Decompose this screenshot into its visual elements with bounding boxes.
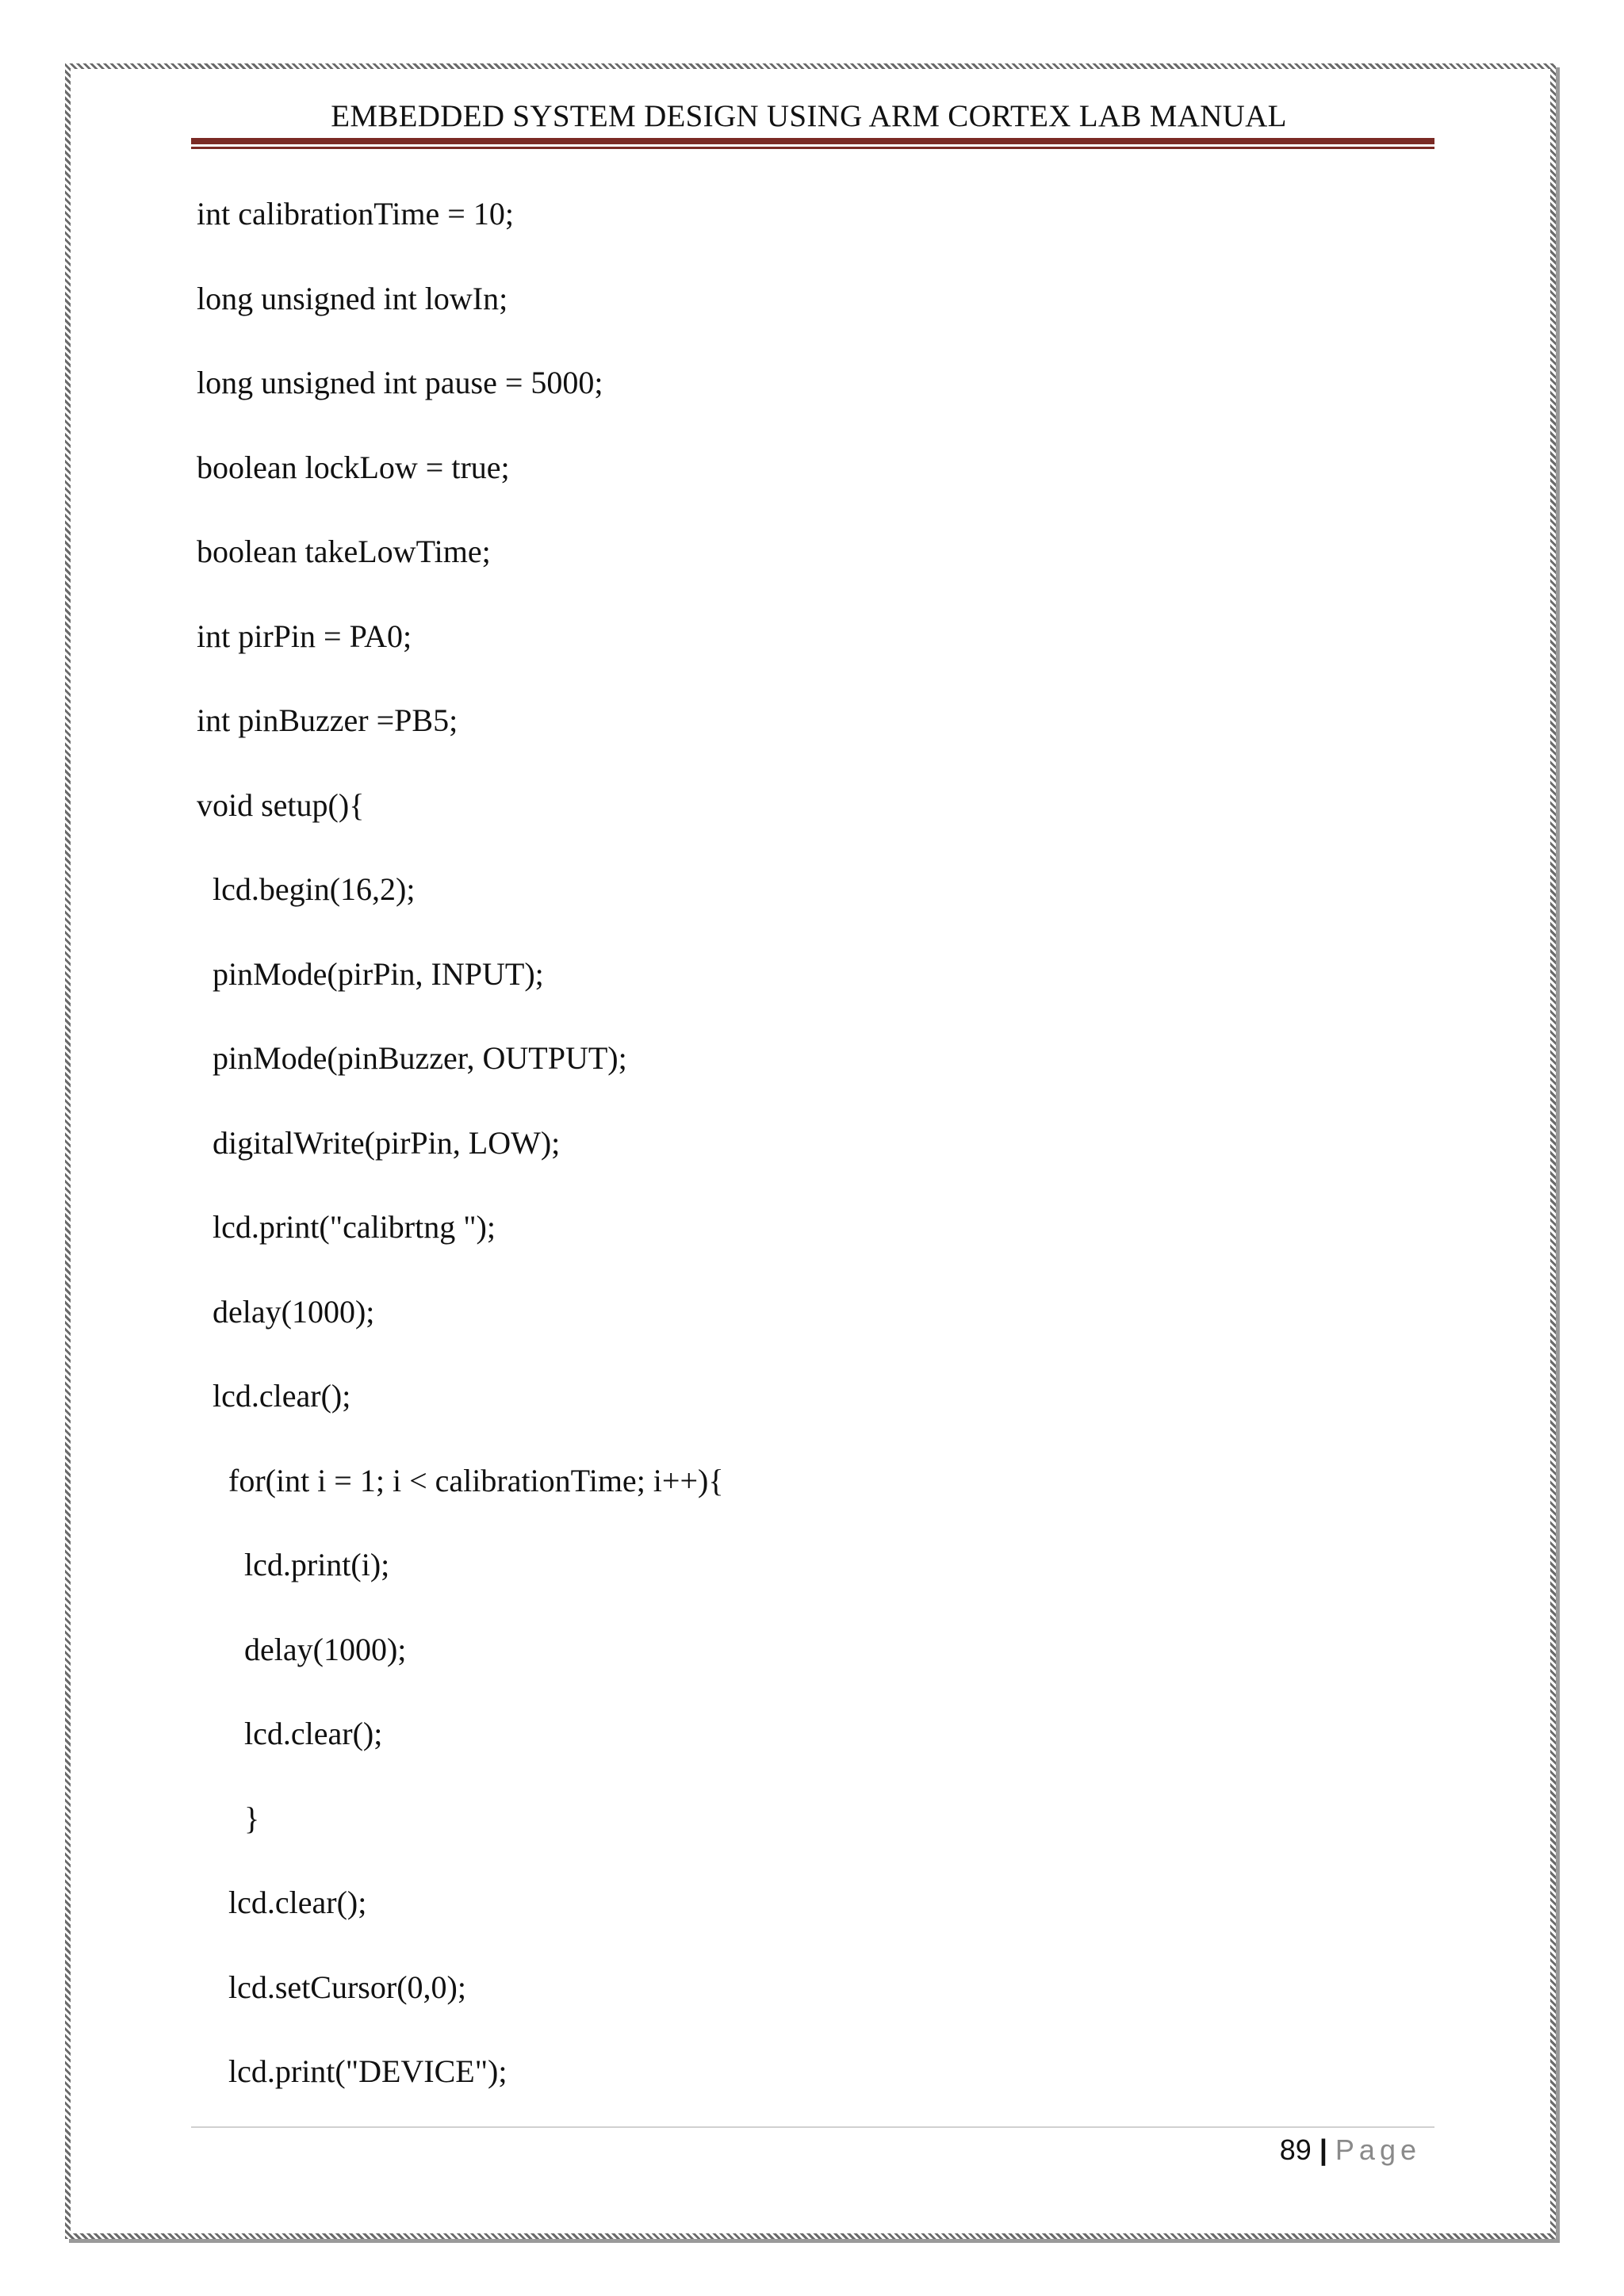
footer-rule — [191, 2126, 1434, 2128]
code-line: int calibrationTime = 10; — [197, 196, 514, 232]
footer-separator: | — [1319, 2133, 1327, 2166]
code-line: delay(1000); — [197, 1293, 375, 1330]
code-line: pinMode(pinBuzzer, OUTPUT); — [197, 1040, 627, 1076]
code-line: long unsigned int pause = 5000; — [197, 365, 603, 400]
code-line: digitalWrite(pirPin, LOW); — [197, 1124, 561, 1161]
code-line: pinMode(pirPin, INPUT); — [197, 955, 544, 992]
code-line: lcd.clear(); — [197, 1378, 351, 1414]
code-line: lcd.print("DEVICE"); — [197, 2053, 508, 2089]
header-rule-thin — [191, 147, 1434, 149]
code-line: lcd.clear(); — [197, 1716, 383, 1751]
page-footer — [1280, 2131, 1421, 2169]
code-line: delay(1000); — [197, 1631, 407, 1667]
code-line: boolean lockLow = true; — [197, 449, 510, 485]
code-line: int pinBuzzer =PB5; — [197, 702, 458, 738]
header-rule — [191, 138, 1434, 144]
code-line: lcd.print(i); — [197, 1547, 390, 1582]
code-line: void setup(){ — [197, 786, 365, 823]
code-line: } — [197, 1800, 260, 1836]
page-number: 89 — [1279, 2133, 1312, 2166]
code-line: lcd.clear(); — [197, 1885, 367, 1920]
code-listing — [197, 195, 1386, 2137]
code-line: lcd.print("calibrtng "); — [197, 1209, 496, 1245]
running-header: EMBEDDED SYSTEM DESIGN USING ARM CORTEX LAB MANUAL — [331, 99, 1287, 133]
code-line: for(int i = 1; i < calibrationTime; i++){ — [197, 1462, 724, 1498]
code-line: long unsigned int lowIn; — [197, 280, 508, 316]
code-line: lcd.setCursor(0,0); — [197, 1969, 466, 2005]
code-line: boolean takeLowTime; — [197, 534, 491, 569]
code-line: int pirPin = PA0; — [197, 618, 412, 654]
code-line: lcd.begin(16,2); — [197, 871, 416, 907]
page-label: Page — [1335, 2133, 1421, 2166]
